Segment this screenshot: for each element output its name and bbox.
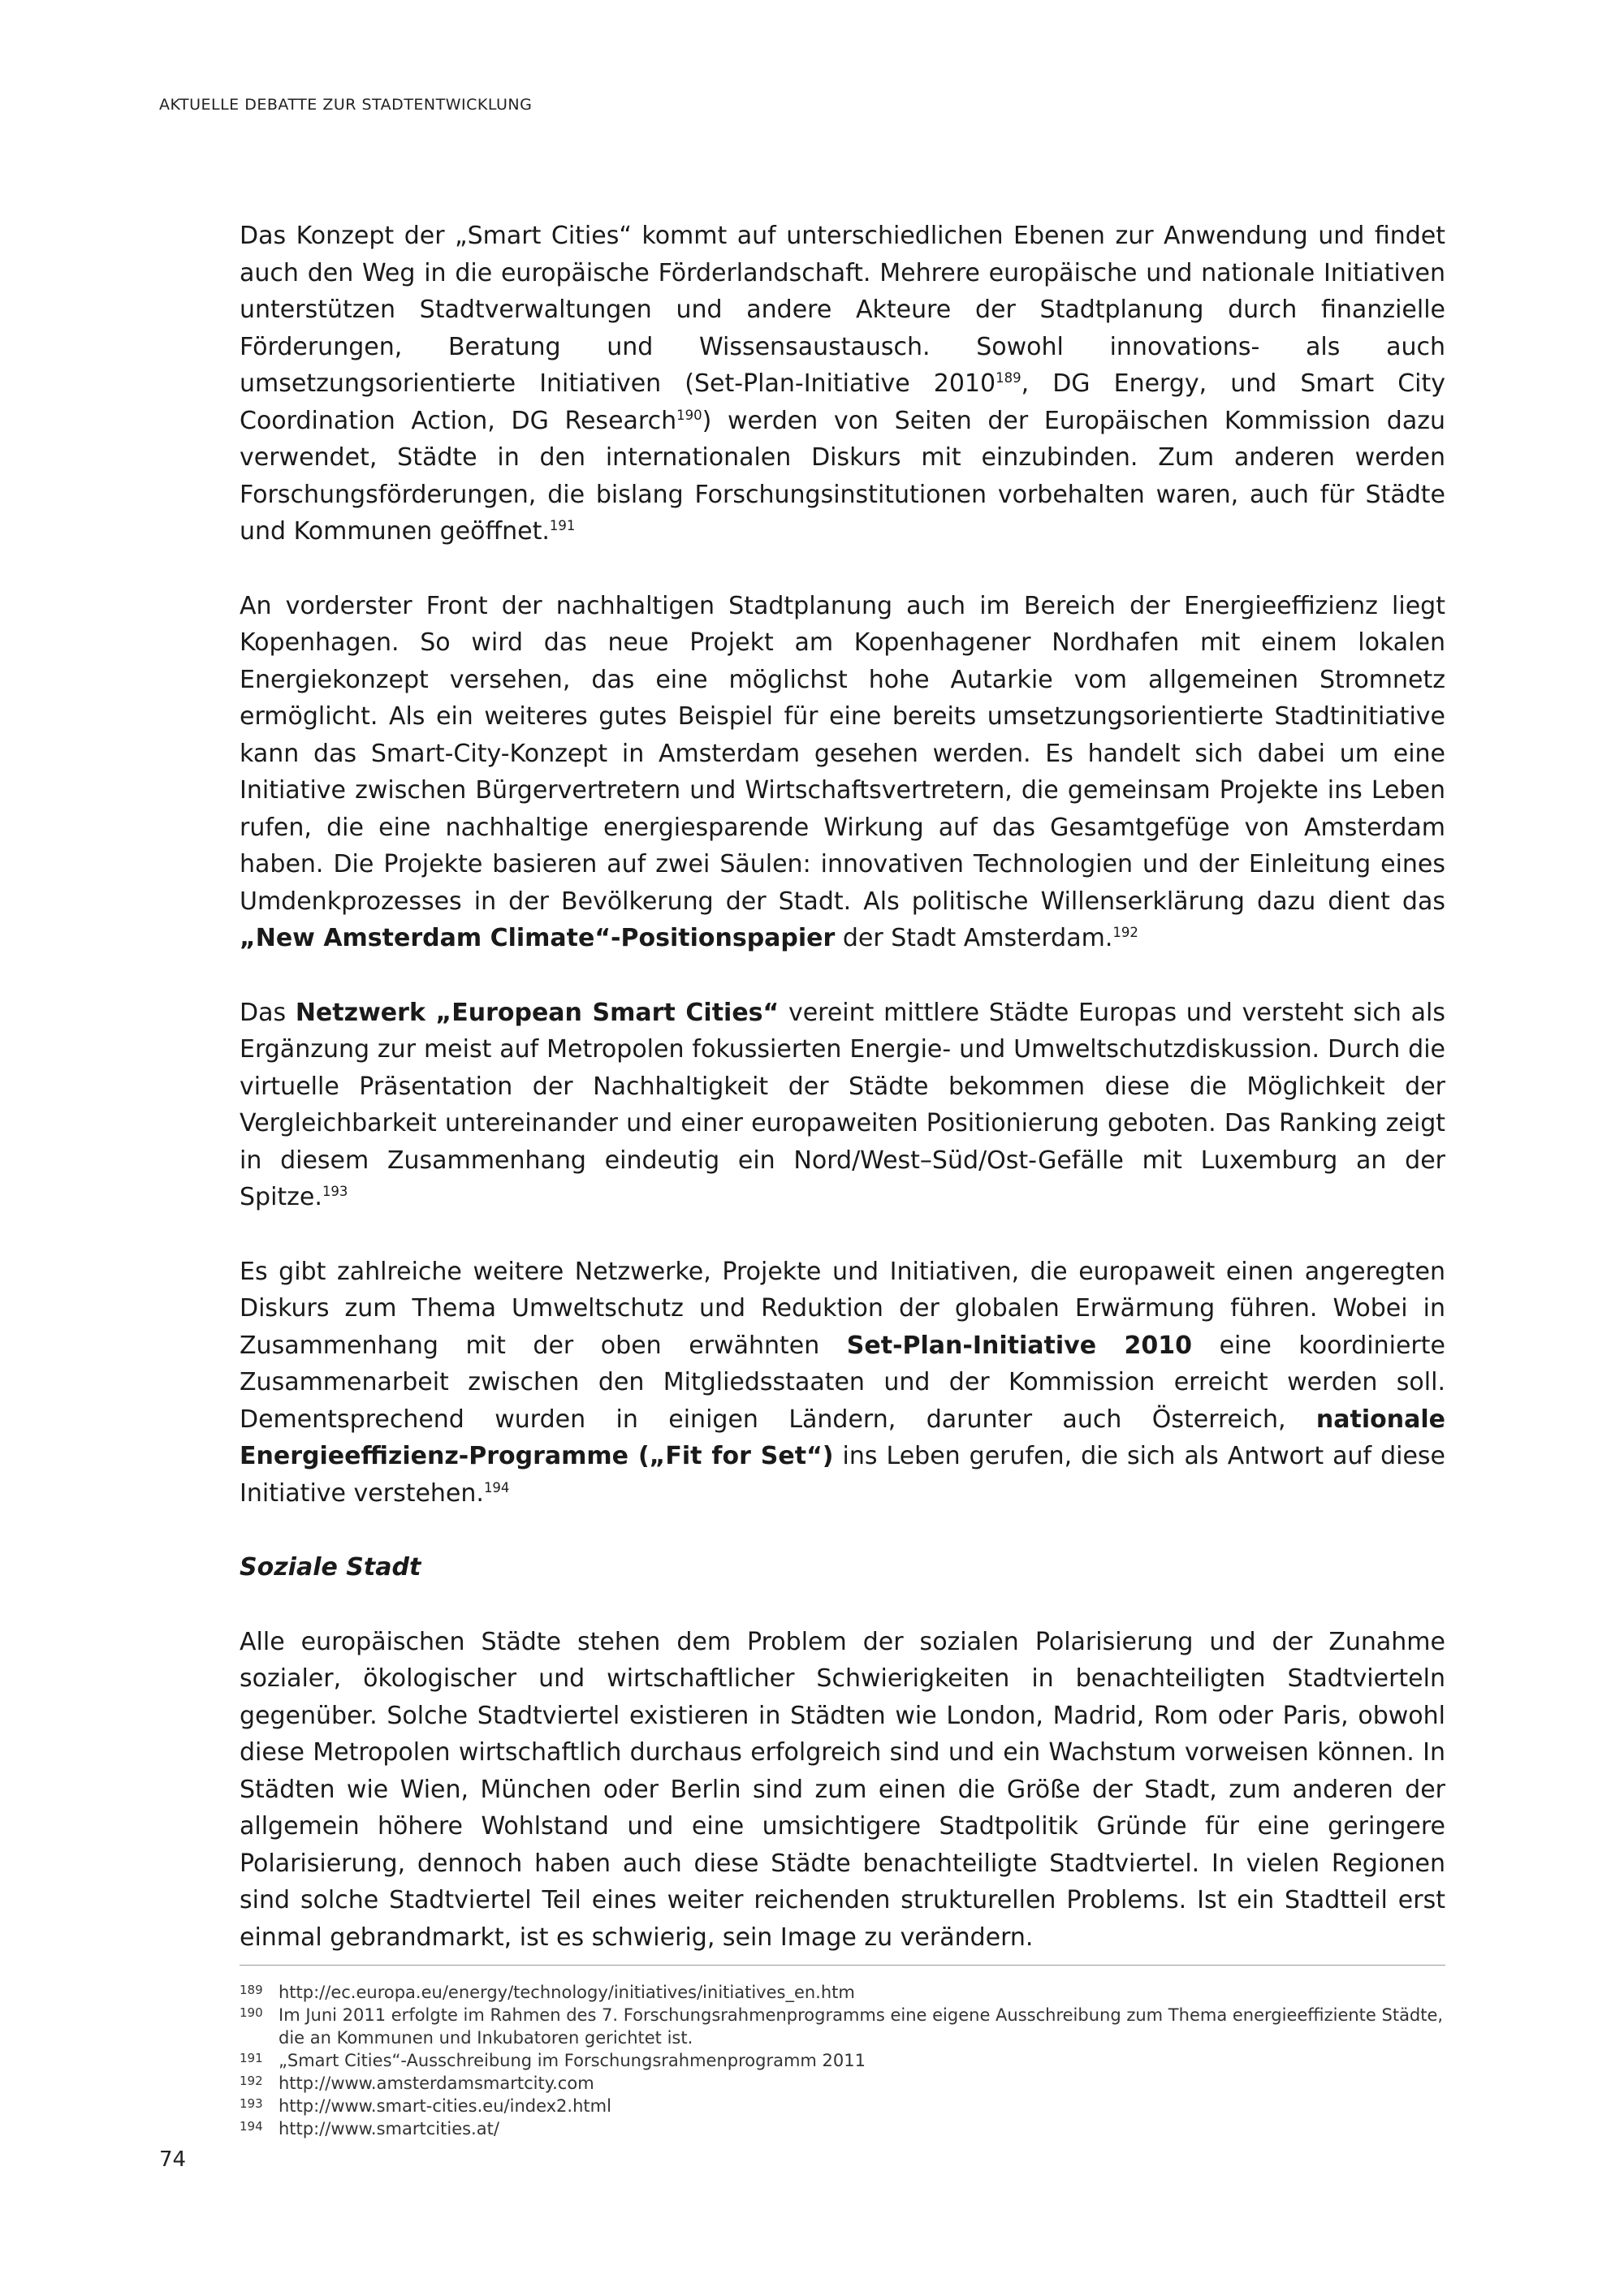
footnote-ref[interactable]: 189 <box>996 370 1021 386</box>
text-run: eine koordinierte Zusammenarbeit zwischen den Mitgliedsstaaten und der Kommission erreicht werden soll. Dementsprechend wurden in einigen Ländern, darunter auch Österreich, <box>240 1331 1445 1434</box>
footnote <box>240 2072 1445 2095</box>
footnote-number: 193 <box>240 2096 263 2111</box>
footnote-number: 194 <box>240 2119 263 2134</box>
footnote-ref[interactable]: 194 <box>483 1479 510 1495</box>
text-run: Das <box>240 998 296 1027</box>
footnotes <box>240 1981 1445 2140</box>
footnote-number: 190 <box>240 2005 263 2020</box>
text-run: Es gibt zahlreiche weitere Netzwerke, Projekte und Initiativen, die europaweit einen angeregten Diskurs zum Thema Umweltschutz und Reduktion der globalen Erwärmung führen. Wobei in Zusammenhang mit der oben erwähnten <box>240 1257 1445 1360</box>
text-run: , DG Energy, und Smart City Coordination Action, DG Research <box>240 369 1445 435</box>
footnote-text: „Smart Cities“-Ausschreibung im Forschungsrahmenprogramm 2011 <box>279 2051 866 2070</box>
paragraph-european-smart-cities <box>240 995 1445 1216</box>
footnote <box>240 2095 1445 2117</box>
emphasis: Set-Plan-Initiative 2010 <box>846 1331 1193 1360</box>
main-text <box>240 218 1445 1956</box>
footnote <box>240 2049 1445 2072</box>
paragraph-networks-initiatives <box>240 1254 1445 1513</box>
emphasis: „New Amsterdam Climate“-Positionspapier <box>240 924 836 952</box>
footnote-ref[interactable]: 193 <box>322 1184 348 1199</box>
section-heading: Soziale Stadt <box>240 1553 421 1582</box>
footnote-ref[interactable]: 192 <box>1112 925 1138 940</box>
paragraph-social-city: Alle europäischen Städte stehen dem Problem der sozialen Polarisierung und der Zunahme sozialer, ökologischer und wirtschaftlicher Schwierigkeiten in benachteiligten Stadtvierteln gegenüber. Solche Stadtviertel existieren in Städten wie London, Madrid, Rom oder Paris, obwohl diese Metropolen wirtschaftlich durchaus erfolgreich sind und ein Wachstum vorweisen können. In Städten wie Wien, München oder Berlin sind zum einen die Größe der Stadt, zum anderen der allgemein höhere Wohlstand und eine umsichtigere Stadtpolitik Gründe für eine geringere Polarisierung, dennoch haben auch diese Städte benachteiligte Stadtviertel. In vielen Regionen sind solche Stadtviertel Teil eines weiter reichenden strukturellen Problems. Ist ein Stadtteil erst einmal gebrandmarkt, ist es schwierig, sein Image zu verändern. <box>240 1627 1445 1952</box>
footnote-link[interactable]: http://www.smart-cities.eu/index2.html <box>279 2096 611 2116</box>
emphasis: Netzwerk „European Smart Cities“ <box>295 998 780 1027</box>
text-run: vereint mittlere Städte Europas und versteht sich als Ergänzung zur meist auf Metropolen fokussierten Energie- und Umweltschutzdiskussion. Durch die virtuelle Präsentation der Nachhaltigkeit der Städte bekommen diese die Möglichkeit der Vergleichbarkeit untereinander und einer europaweiten Positionierung geboten. Das Ranking zeigt in diesem Zusammenhang eindeutig ein Nord/West–Süd/Ost-Gefälle mit Luxemburg an der Spitze. <box>240 998 1445 1211</box>
footnote <box>240 2117 1445 2140</box>
footnote-number: 192 <box>240 2074 263 2088</box>
running-head: AKTUELLE DEBATTE ZUR STADTENTWICKLUNG <box>159 96 533 114</box>
footnote-text: Im Juni 2011 erfolgte im Rahmen des 7. Forschungsrahmenprogramms eine eigene Ausschreibung zum Thema energieeffiziente Städte, die an Kommunen und Inkubatoren gerichtet ist. <box>279 2005 1444 2048</box>
footnote-ref[interactable]: 191 <box>549 518 576 533</box>
text-run: ) werden von Seiten der Europäischen Kommission dazu verwendet, Städte in den internationalen Diskurs mit einzubinden. Zum anderen werden Forschungsförderungen, die bislang Forschungsinstitutionen vorbehalten waren, auch für Städte und Kommunen geöffnet. <box>240 406 1445 546</box>
footnote-link[interactable]: http://ec.europa.eu/energy/technology/initiatives/initiatives_en.htm <box>279 1983 855 2002</box>
paragraph-smart-cities-concept <box>240 218 1445 550</box>
footnote-link[interactable]: http://www.amsterdamsmartcity.com <box>279 2074 594 2093</box>
text-run: Das Konzept der „Smart Cities“ kommt auf unterschiedlichen Ebenen zur Anwendung und findet auch den Weg in die europäische Förderlandschaft. Mehrere europäische und nationale Initiativen unterstützen Stadtverwaltungen und andere Akteure der Stadtplanung durch finanzielle Förderungen, Beratung und Wissensaustausch. Sowohl innovations- als auch umsetzungsorientierte Initiativen (Set-Plan-Initiative 2010 <box>240 222 1445 398</box>
footnote-link[interactable]: http://www.smartcities.at/ <box>279 2119 499 2138</box>
footnote-ref[interactable]: 190 <box>676 407 702 423</box>
footnote <box>240 2004 1445 2049</box>
emphasis: nationale Energieeffizienz-Programme („Fit for Set“) <box>240 1405 1445 1470</box>
paragraph-copenhagen-amsterdam <box>240 588 1445 957</box>
footnote-number: 189 <box>240 1983 263 1997</box>
text-run: der Stadt Amsterdam. <box>835 924 1113 952</box>
text-run: ins Leben gerufen, die sich als Antwort auf diese Initiative verstehen. <box>240 1442 1445 1508</box>
page-number: 74 <box>159 2147 187 2172</box>
footnote-number: 191 <box>240 2051 263 2065</box>
footnote-divider <box>240 1965 1445 1966</box>
text-run: An vorderster Front der nachhaltigen Stadtplanung auch im Bereich der Energieeffizienz liegt Kopenhagen. So wird das neue Projekt am Kopenhagener Nordhafen mit einem lokalen Energiekonzept versehen, das eine möglichst hohe Autarkie vom allgemeinen Stromnetz ermöglicht. Als ein weiteres gutes Beispiel für eine bereits umsetzungsorientierte Stadtinitiative kann das Smart-City-Konzept in Amsterdam gesehen werden. Es handelt sich dabei um eine Initiative zwischen Bürgervertretern und Wirtschaftsvertretern, die gemeinsam Projekte ins Leben rufen, die eine nachhaltige energiesparende Wirkung auf das Gesamtgefüge von Amsterdam haben. Die Projekte basieren auf zwei Säulen: innovativen Technologien und der Einleitung eines Umdenkprozesses in der Bevölkerung der Stadt. Als politische Willenserklärung dazu dient das <box>240 591 1445 916</box>
footnote <box>240 1981 1445 2004</box>
